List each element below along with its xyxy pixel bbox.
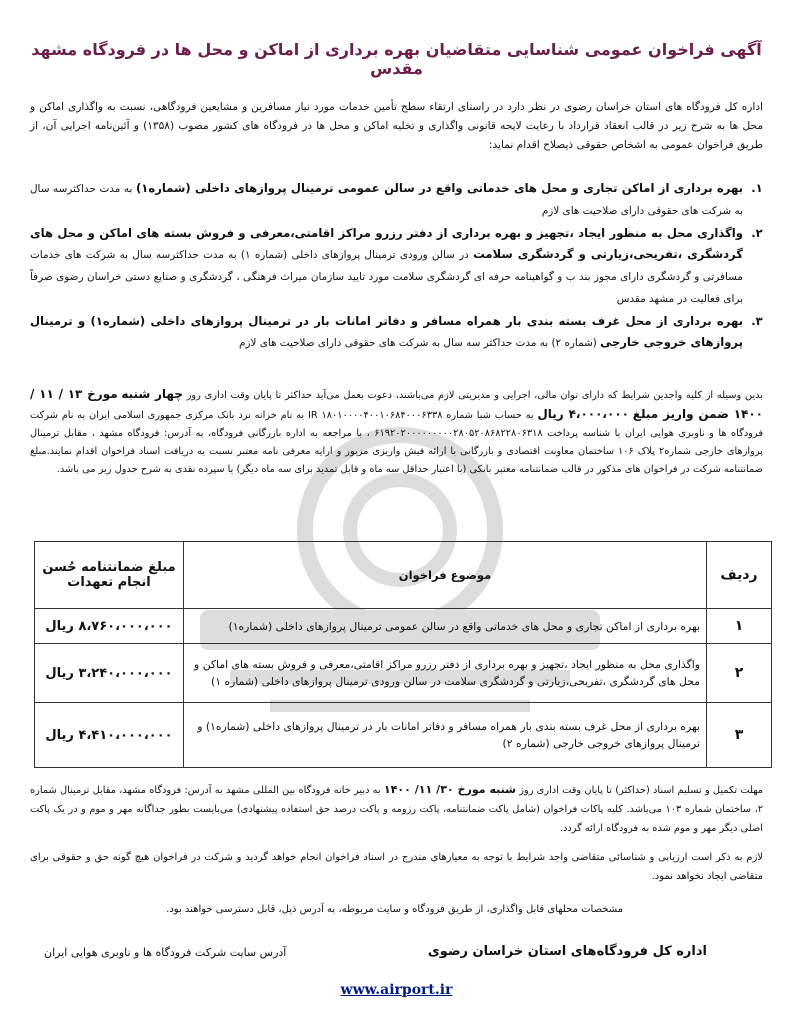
row-amount: ۳،۲۴۰،۰۰۰،۰۰۰ ریال bbox=[35, 644, 184, 703]
item-number: ۲. bbox=[751, 226, 763, 240]
list-item bbox=[30, 311, 771, 354]
row-amount: ۸،۷۶۰،۰۰۰،۰۰۰ ریال bbox=[35, 609, 184, 644]
column-header-amount: مبلغ ضمانتنامه حُسن انجام تعهدات bbox=[35, 542, 184, 609]
row-subject: بهره برداری از محل غرف بسته بندی بار همراه مسافر و دفاتر امانات بار در ترمینال پروازهای داخلی (شماره۱) و ترمینال پروازهای خروجی خارجی (شماره ۲) bbox=[184, 703, 707, 768]
list-item bbox=[30, 223, 771, 310]
row-subject: بهره برداری از اماکن تجاری و محل های خدماتی واقع در سالن عمومی ترمینال پروازهای داخلی (شماره۱) bbox=[184, 609, 707, 644]
site-address-label: آدرس سایت شرکت فرودگاه ها و ناوبری هوایی ایران bbox=[44, 946, 287, 959]
deadline-text: مهلت تکمیل و تسلیم اسناد (حداکثر) تا پایان وقت اداری روز bbox=[519, 785, 763, 796]
issuing-office: اداره کل فرودگاه‌های استان خراسان رضوی bbox=[427, 944, 707, 959]
legal-note: لازم به ذکر است ارزیابی و شناسائی متقاضی واجد شرایط با توجه به معیارهای مندرج در اسناد فراخوان انجام خواهد گردید و شرکت در فراخوان هیچ گونه حق و حقوقی برای متقاضی ایجاد نخواهد نمود. bbox=[30, 852, 763, 882]
row-number: ۳ bbox=[707, 703, 772, 768]
table-row bbox=[35, 644, 772, 703]
column-header-row: ردیف bbox=[707, 542, 772, 609]
column-header-subject: موضوع فراخوان bbox=[184, 542, 707, 609]
row-subject: واگذاری محل به منظور ایجاد ،تجهیز و بهره برداری از دفتر رزرو مراکز اقامتی،معرفی و فروش بسته های اماکن و محل های گردشگری ،تفریحی،زیارتی و گردشگری سلامت در سالن ورودی ترمینال پروازهای داخلی (شماره ۱) bbox=[184, 644, 707, 703]
tender-items-list bbox=[30, 178, 771, 355]
guarantee-table bbox=[34, 541, 772, 768]
invitation-paragraph bbox=[30, 385, 763, 479]
item-title: بهره برداری از محل غرف بسته بندی بار همراه مسافر و دفاتر امانات بار در ترمینال پروازهای داخلی (شماره۱) و ترمینال پروازهای خروجی خارجی bbox=[30, 314, 743, 349]
row-number: ۱ bbox=[707, 609, 772, 644]
row-number: ۲ bbox=[707, 644, 772, 703]
table-row bbox=[35, 703, 772, 768]
deadline-details: به دبیر خانه فرودگاه بین المللی مشهد به آدرس: فرودگاه مشهد، مقابل ترمینال شماره ۲، ساختمان شماره ۱۰۳ می‌باشد. کلیه پاکات فراخوان (شامل پاکت ضمانتنامه، پاکت رزومه و پاکت درصد حق استفاده پیشنهادی) می‌بایست بطور جداگانه مهر و موم و در یک پاکت اصلی دیگر مهر و موم شده به فرودگاه ارائه گردد. bbox=[30, 785, 764, 834]
item-text: (شماره ۲) به مدت حداکثر سه سال به شرکت های حقوقی دارای صلاحیت های لازم bbox=[239, 337, 601, 349]
invitation-text: بدین وسیله از کلیه واجدین شرایط که دارای توان مالی، اجرایی و مدیریتی لازم می‌باشند، دعوت بعمل می‌آید حداکثر تا پایان وقت اداری روز bbox=[186, 390, 763, 401]
item-number: ۳. bbox=[751, 314, 763, 328]
payment-instructions: به حساب شبا شماره IR ۱۸۰۱۰۰۰۰۴۰۰۱۰۶۸۴۰۰۰۶۳۳۸ به نام خزانه نزد بانک مرکزی جمهوری اسلامی ایران به نام شرکت فرودگاه ها و ناوبری هوایی ایران با شناسه پرداخت ۶۱۹۲۰۲۰۰۰۰۰۰۰۰۰۲۸۰۵۲۰۸۶۸۲۲۸۰۶۳۱۸ ، با مراجعه به اداره بازرگانی فرودگاه، به آدرس: فرودگاه مشهد ، مقابل ترمینال پروازهای خارجی شماره۲ پلاک ۱۰۶ ساختمان معاونت اقتصادی و بازرگانی با ارائه فیش واریزی مزبور و ارایه معرفی نامه معتبر نسبت به دریافت اسناد فراخوان اقدام نمایند.مبلغ ضمانتنامه شرکت در فراخوان های مذکور در قالب ضمانتنامه معتبر بانکی (با اعتبار حداقل سه ماه و قابل تمدید برای سه ماه دیگر) یا سپرده نقدی به شرح جدول زیر می باشد. bbox=[30, 410, 763, 475]
row-amount: ۴،۴۱۰،۰۰۰،۰۰۰ ریال bbox=[35, 703, 184, 768]
document-fee-amount: ۴،۰۰۰،۰۰۰ ریال bbox=[537, 407, 629, 421]
invitation-day: چهار شنبه bbox=[121, 387, 183, 401]
page-title: آگهی فراخوان عمومی شناسایی متقاضیان بهره برداری از اماکن و محل ها در فرودگاه مشهد مقدس bbox=[31, 40, 762, 78]
item-text: به مدت حداکثرسه سال به شرکت های حقوقی دارای صلاحیت های لازم bbox=[30, 183, 743, 217]
item-title: بهره برداری از اماکن تجاری و محل های خدماتی واقع در سالن عمومی ترمینال پروازهای داخلی (شماره۱) bbox=[135, 181, 743, 195]
deadline-date: شنبه مورخ ۳۰/ ۱۱/ ۱۴۰۰ bbox=[383, 783, 516, 796]
invitation-date: مورخ ۱۳ / ۱۱ / ۱۴۰۰ ضمن واریز مبلغ bbox=[30, 387, 763, 421]
table-row bbox=[35, 609, 772, 644]
website-link[interactable]: www.airport.ir bbox=[340, 982, 453, 998]
spec-note: مشخصات محلهای قابل واگذاری، از طریق فرودگاه و سایت مربوطه، به آدرس ذیل، قابل دسترسی خواهند بود. bbox=[166, 904, 623, 915]
item-title: واگذاری محل به منظور ایجاد ،تجهیز و بهره برداری از دفتر رزرو مراکز اقامتی،معرفی و فروش بسته های اماکن و محل های گردشگری ،تفریحی،زیارتی و گردشگری سلامت bbox=[30, 226, 743, 261]
item-number: ۱. bbox=[751, 181, 763, 195]
intro-paragraph: اداره کل فرودگاه های استان خراسان رضوی در نظر دارد در راستای ارتقاء سطح تأمین خدمات مورد نیاز مسافرین و مشایعین فرودگاهی، نسبت به واگذاری اماکن و محل ها به شرح زیر در قالب انعقاد قرارداد با رعایت لایحه قانونی واگذاری و تخلیه اماکن و محل ها در فرودگاه های کشور مصوب (۱۳۵۸) و آئین‌نامه اجرایی آن، از طریق فراخوان عمومی به اشخاص حقوقی ذیصلاح اقدام نماید: bbox=[30, 101, 763, 151]
deadline-paragraph bbox=[30, 780, 763, 838]
item-text: در سالن ورودی ترمینال پروازهای داخلی (شماره ۱) به مدت حداکثرسه سال به شرکت های خدمات مسافرتی و گردشگری دارای مجوز بند ب و گواهینامه حرفه ای گردشگری سلامت مورد تایید سازمان میراث فرهنگی ، گردشگری و صنایع دستی خراسان رضوی صرفاً برای فعالیت در مشهد مقدس bbox=[30, 249, 743, 305]
list-item bbox=[30, 178, 771, 222]
